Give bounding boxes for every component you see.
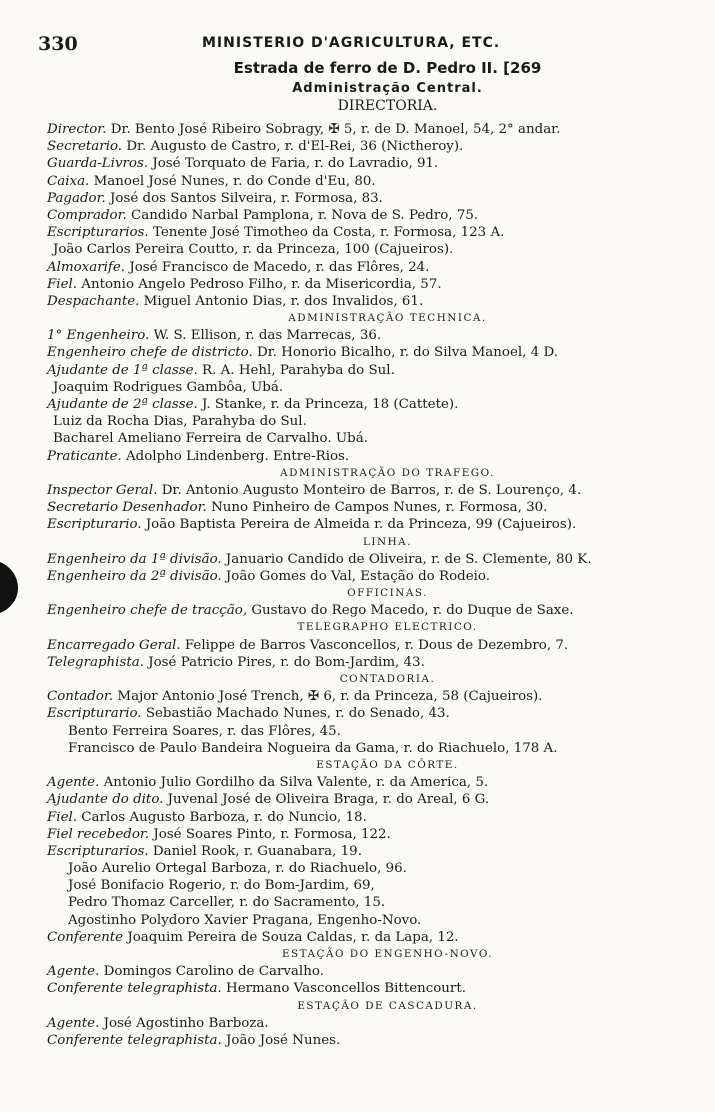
- entry-role: Contador.: [47, 689, 114, 705]
- entry-text: Dr. Bento José Ribeiro Sobragy, ✠ 5, r. de D. Manoel, 54, 2° andar.: [106, 122, 561, 137]
- entry-text: Sebastião Machado Nunes, r. do Senado, 43.: [141, 706, 450, 722]
- directory-entry: [0, 1015, 715, 1032]
- entry-continuation: Bacharel Ameliano Ferreira de Carvalho. Ubá.: [53, 431, 368, 447]
- entry-continuation: José Bonifacio Rogerio, r. do Bom-Jardim, 69,: [68, 878, 375, 894]
- directory-entry: [0, 1032, 715, 1049]
- directory-listing: [0, 121, 715, 1049]
- entry-text: W. S. Ellison, r. das Marrecas, 36.: [149, 328, 382, 344]
- directory-entry: [0, 138, 715, 155]
- entry-text: Major Antonio José Trench, ✠ 6, r. da Princeza, 58 (Cajueiros).: [113, 689, 543, 705]
- entry-role: Praticante.: [47, 448, 122, 464]
- directory-entry: [0, 482, 715, 499]
- entry-role: Escripturario.: [47, 517, 142, 533]
- entry-text: José Francisco de Macedo, r. das Flôres, 24.: [125, 259, 430, 275]
- section-heading: CONTADORIA.: [339, 673, 436, 685]
- entry-text: Candido Narbal Pamplona, r. Nova de S. Pedro, 75.: [126, 207, 479, 223]
- entry-role: Fiel.: [47, 809, 78, 825]
- entry-text: Januario Candido de Oliveira, r. de S. Clemente, 80 K.: [221, 551, 592, 567]
- entry-text: Antonio Julio Gordilho da Silva Valente, r. da America, 5.: [99, 775, 489, 791]
- entry-continuation: Francisco de Paulo Bandeira Nogueira da Gama, r. do Riachuelo, 178 A.: [68, 740, 558, 756]
- entry-role: Ajudante de 2ª classe.: [47, 397, 198, 412]
- entry-text: J. Stanke, r. da Princeza, 18 (Cattete).: [197, 397, 459, 412]
- entry-text: Dr. Honorio Bicalho, r. do Silva Manoel, 4 D.: [252, 345, 558, 361]
- page-number: 330: [38, 33, 78, 55]
- entry-role: Comprador.: [47, 207, 127, 223]
- entry-continuation: Agostinho Polydoro Xavier Pragana, Engenho-Novo.: [68, 912, 422, 928]
- section-heading: ADMINISTRAÇÃO TECHNICA.: [288, 312, 487, 325]
- entry-role: Engenheiro da 1ª divisão.: [47, 551, 222, 567]
- entry-role: Director.: [47, 122, 107, 137]
- entry-text: José Agostinho Barboza.: [99, 1015, 269, 1031]
- directory-entry: [0, 155, 715, 172]
- entry-text: Hermano Vasconcellos Bittencourt.: [221, 981, 466, 997]
- directory-entry: [0, 963, 715, 980]
- directory-entry: [0, 190, 715, 207]
- directory-entry: [0, 843, 715, 860]
- directory-entry: [0, 327, 715, 344]
- section-heading: ADMINISTRAÇÃO DO TRAFEGO.: [280, 466, 495, 479]
- subsection-title: DIRECTORIA.: [337, 98, 438, 114]
- entry-role: Fiel.: [47, 276, 78, 292]
- directory-entry: [0, 809, 715, 826]
- directory-entry: [0, 654, 715, 671]
- directory-entry: [0, 362, 715, 379]
- entry-role: Conferente telegraphista.: [47, 1032, 222, 1048]
- entry-role: Ajudante de 1ª classe.: [47, 362, 198, 378]
- directory-entry: [0, 705, 715, 722]
- entry-text: José Torquato de Faria, r. do Lavradio, 91.: [148, 156, 439, 172]
- entry-text: Dr. Antonio Augusto Monteiro de Barros, r. de S. Lourenço, 4.: [157, 482, 582, 498]
- entry-continuation: João Carlos Pereira Coutto, r. da Princeza, 100 (Cajueiros).: [53, 242, 454, 258]
- entry-role: Secretario.: [47, 139, 123, 155]
- entry-text: João José Nunes.: [221, 1032, 341, 1048]
- entry-role: Escripturarios.: [47, 843, 149, 859]
- directory-entry: [0, 224, 715, 241]
- page-header: [38, 33, 658, 55]
- directory-entry: [0, 980, 715, 997]
- section-heading: ESTAÇÃO DO ENGENHO-NOVO.: [281, 948, 494, 960]
- entry-role: Encarregado Geral.: [47, 637, 181, 653]
- section-title: Administração Central.: [292, 81, 483, 96]
- directory-entry: [0, 688, 715, 705]
- directory-entry: [0, 121, 715, 138]
- directory-entry: [0, 516, 715, 533]
- entry-text: Dr. Augusto de Castro, r. d'El-Rei, 36 (Nictheroy).: [122, 139, 464, 155]
- entry-role: Secretario Desenhador.: [47, 500, 207, 516]
- entry-role: Despachante.: [47, 293, 140, 309]
- entry-role: Ajudante do dito.: [47, 792, 164, 808]
- section-heading: OFFICINAS.: [347, 587, 428, 600]
- entry-role: Caixa.: [47, 173, 90, 189]
- directory-entry: [0, 499, 715, 516]
- directory-entry: [0, 551, 715, 568]
- entry-text: José Soares Pinto, r. Formosa, 122.: [149, 826, 391, 842]
- entry-role: Escripturario.: [47, 706, 142, 722]
- entry-role: Pagador.: [47, 190, 106, 206]
- directory-entry: [0, 396, 715, 413]
- entry-role: Engenheiro chefe de tracção,: [47, 603, 248, 619]
- entry-text: Domingos Carolino de Carvalho.: [99, 964, 324, 980]
- entry-role: Agente.: [47, 964, 100, 980]
- entry-role: Agente.: [47, 775, 100, 791]
- entry-text: Gustavo do Rego Macedo, r. do Duque de Saxe.: [247, 603, 574, 619]
- directory-entry: [0, 207, 715, 224]
- section-heading: LINHA.: [363, 535, 412, 548]
- entry-text: Nuno Pinheiro de Campos Nunes, r. Formosa, 30.: [206, 500, 548, 516]
- entry-text: Felippe de Barros Vasconcellos, r. Dous de Dezembro, 7.: [180, 637, 569, 653]
- directory-entry: [0, 173, 715, 190]
- entry-text: João Gomes do Val, Estação do Rodeio.: [221, 568, 490, 584]
- entry-role: Conferente telegraphista.: [47, 981, 222, 997]
- entry-text: José Patricio Pires, r. do Bom-Jardim, 43.: [143, 654, 425, 670]
- directory-entry: [0, 791, 715, 808]
- entry-text: Joaquim Pereira de Souza Caldas, r. da Lapa, 12.: [123, 929, 459, 945]
- entry-role: Inspector Geral.: [47, 482, 158, 498]
- directory-entry: [0, 929, 715, 946]
- directory-entry: [0, 448, 715, 465]
- entry-text: Adolpho Lindenberg. Entre-Rios.: [121, 448, 350, 464]
- railway-title: Estrada de ferro de D. Pedro II. [269: [233, 59, 542, 77]
- entry-text: Miguel Antonio Dias, r. dos Invalidos, 61.: [139, 293, 424, 309]
- directory-entry: [0, 293, 715, 310]
- entry-text: Manoel José Nunes, r. do Conde d'Eu, 80.: [89, 173, 376, 189]
- directory-entry: [0, 259, 715, 276]
- section-heading: TELEGRAPHO ELECTRICO.: [297, 621, 478, 634]
- entry-role: Engenheiro chefe de districto.: [47, 345, 253, 361]
- entry-continuation: João Aurelio Ortegal Barboza, r. do Riachuelo, 96.: [68, 861, 407, 877]
- entry-role: Almoxarife.: [47, 259, 126, 275]
- entry-role: Telegraphista.: [47, 654, 144, 670]
- running-head: MINISTERIO D'AGRICULTURA, ETC.: [202, 35, 501, 51]
- entry-text: Juvenal José de Oliveira Braga, r. do Areal, 6 G.: [163, 792, 490, 808]
- entry-text: João Baptista Pereira de Almeida r. da Princeza, 99 (Cajueiros).: [141, 517, 577, 533]
- entry-role: Engenheiro da 2ª divisão.: [47, 568, 222, 584]
- directory-entry: [0, 602, 715, 619]
- entry-text: Antonio Angelo Pedroso Filho, r. da Misericordia, 57.: [77, 276, 442, 292]
- directory-entry: [0, 826, 715, 843]
- entry-continuation: Pedro Thomaz Carceller, r. do Sacramento, 15.: [68, 895, 386, 911]
- directory-entry: [0, 774, 715, 791]
- directory-entry: [0, 637, 715, 654]
- entry-text: Daniel Rook, r. Guanabara, 19.: [148, 843, 362, 859]
- entry-text: Carlos Augusto Barboza, r. do Nuncio, 18.: [77, 809, 367, 825]
- section-heading: ESTAÇÃO DA CÔRTE.: [316, 758, 459, 771]
- entry-continuation: Bento Ferreira Soares, r. das Flôres, 45.: [68, 723, 341, 739]
- entry-role: Agente.: [47, 1015, 100, 1031]
- entry-role: Escripturarios.: [47, 225, 149, 241]
- section-heading: ESTAÇÃO DE CASCADURA.: [297, 999, 478, 1012]
- directory-entry: [0, 344, 715, 361]
- entry-continuation: Luiz da Rocha Dias, Parahyba do Sul.: [53, 414, 307, 430]
- entry-text: R. A. Hehl, Parahyba do Sul.: [197, 362, 395, 378]
- entry-role: 1° Engenheiro.: [47, 328, 150, 344]
- entry-text: Tenente José Timotheo da Costa, r. Formosa, 123 A.: [148, 225, 505, 241]
- entry-text: José dos Santos Silveira, r. Formosa, 83.: [105, 190, 383, 206]
- entry-role: Conferente: [47, 929, 124, 945]
- directory-entry: [0, 276, 715, 293]
- entry-role: Fiel recebedor.: [47, 826, 150, 842]
- entry-role: Guarda-Livros.: [47, 156, 149, 172]
- entry-continuation: Joaquim Rodrigues Gambôa, Ubá.: [53, 379, 284, 395]
- directory-entry: [0, 568, 715, 585]
